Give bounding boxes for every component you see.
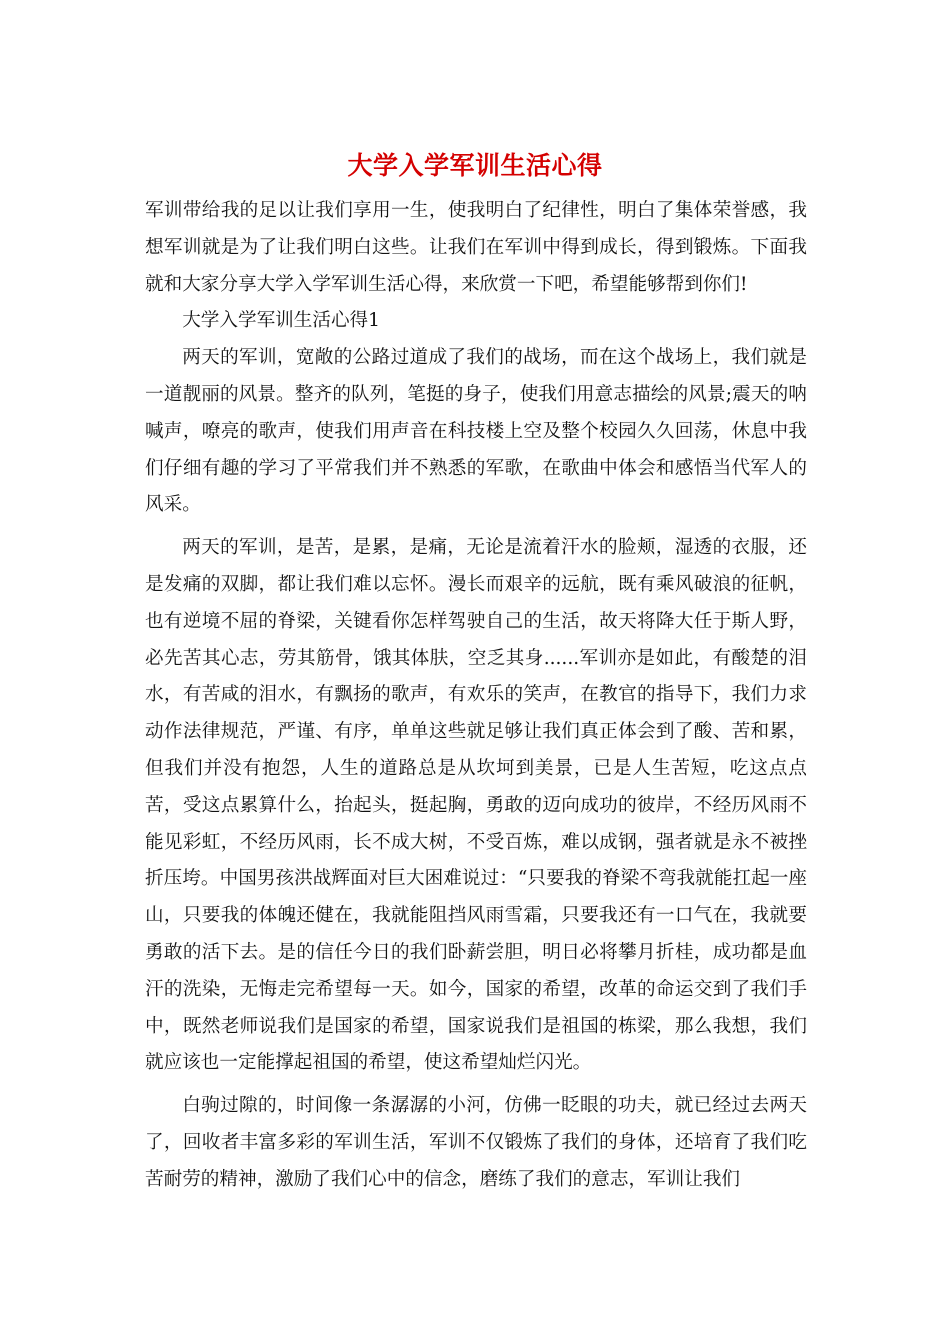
body-paragraph-1: 两天的军训，宽敞的公路过道成了我们的战场，而在这个战场上，我们就是一道靓丽的风景。整齐的队列，笔挺的身子，使我们用意志描绘的风景;震天的呐喊声，嘹亮的歌声，使我们用声音在科技楼上空及整个校园久久回荡，休息中我们仔细有趣的学习了平常我们并不熟悉的军歌，在歌曲中体会和感悟当代军人的风采。 [145, 347, 807, 516]
body-paragraph-3: 白驹过隙的，时间像一条潺潺的小河，仿佛一眨眼的功夫，就已经过去两天了，回收者丰富多彩的军训生活，军训不仅锻炼了我们的身体，还培育了我们吃苦耐劳的精神，激励了我们心中的信念，磨练了我们的意志，军训让我们 [145, 1095, 807, 1190]
body-paragraph-2: 两天的军训，是苦，是累，是痛，无论是流着汗水的脸颊，湿透的衣服，还是发痛的双脚，都让我们难以忘怀。漫长而艰辛的远航，既有乘风破浪的征帆，也有逆境不屈的脊梁，关键看你怎样驾驶自己的生活，故天将降大任于斯人野，必先苦其心志，劳其筋骨，饿其体肤，空乏其身......军训亦是如此，有酸楚的泪水，有苦咸的泪水，有飘扬的歌声，有欢乐的笑声，在教官的指导下，我们力求动作法律规范，严谨、有序，单单这些就足够让我们真正体会到了酸、苦和累，但我们并没有抱怨，人生的道路总是从坎坷到美景，已是人生苦短，吃这点点苦，受这点累算什么，抬起头，挺起胸，勇敢的迈向成功的彼岸，不经历风雨不能见彩虹，不经历风雨，长不成大树，不受百炼，难以成钢，强者就是永不被挫折压垮。中国男孩洪战辉面对巨大困难说过：“只要我的脊梁不弯我就能扛起一座山，只要我的体魄还健在，我就能阻挡风雨雪霜，只要我还有一口气在，我就要勇敢的活下去。是的信任今日的我们卧薪尝胆，明日必将攀月折桂，成功都是血汗的洗染，无悔走完希望每一天。如今，国家的希望，改革的命运交到了我们手中，既然老师说我们是国家的希望，国家说我们是祖国的栋梁，那么我想，我们就应该也一定能撑起祖国的希望，使这希望灿烂闪光。 [145, 537, 807, 1074]
document-title: 大学入学军训生活心得 [347, 151, 603, 180]
document-body [145, 193, 807, 1199]
intro-paragraph: 军训带给我的足以让我们享用一生，使我明白了纪律性，明白了集体荣誉感，我想军训就是为了让我们明白这些。让我们在军训中得到成长，得到锻炼。下面我就和大家分享大学入学军训生活心得，来欣赏一下吧，希望能够帮到你们! [145, 200, 807, 295]
section-heading: 大学入学军训生活心得1 [182, 310, 380, 332]
